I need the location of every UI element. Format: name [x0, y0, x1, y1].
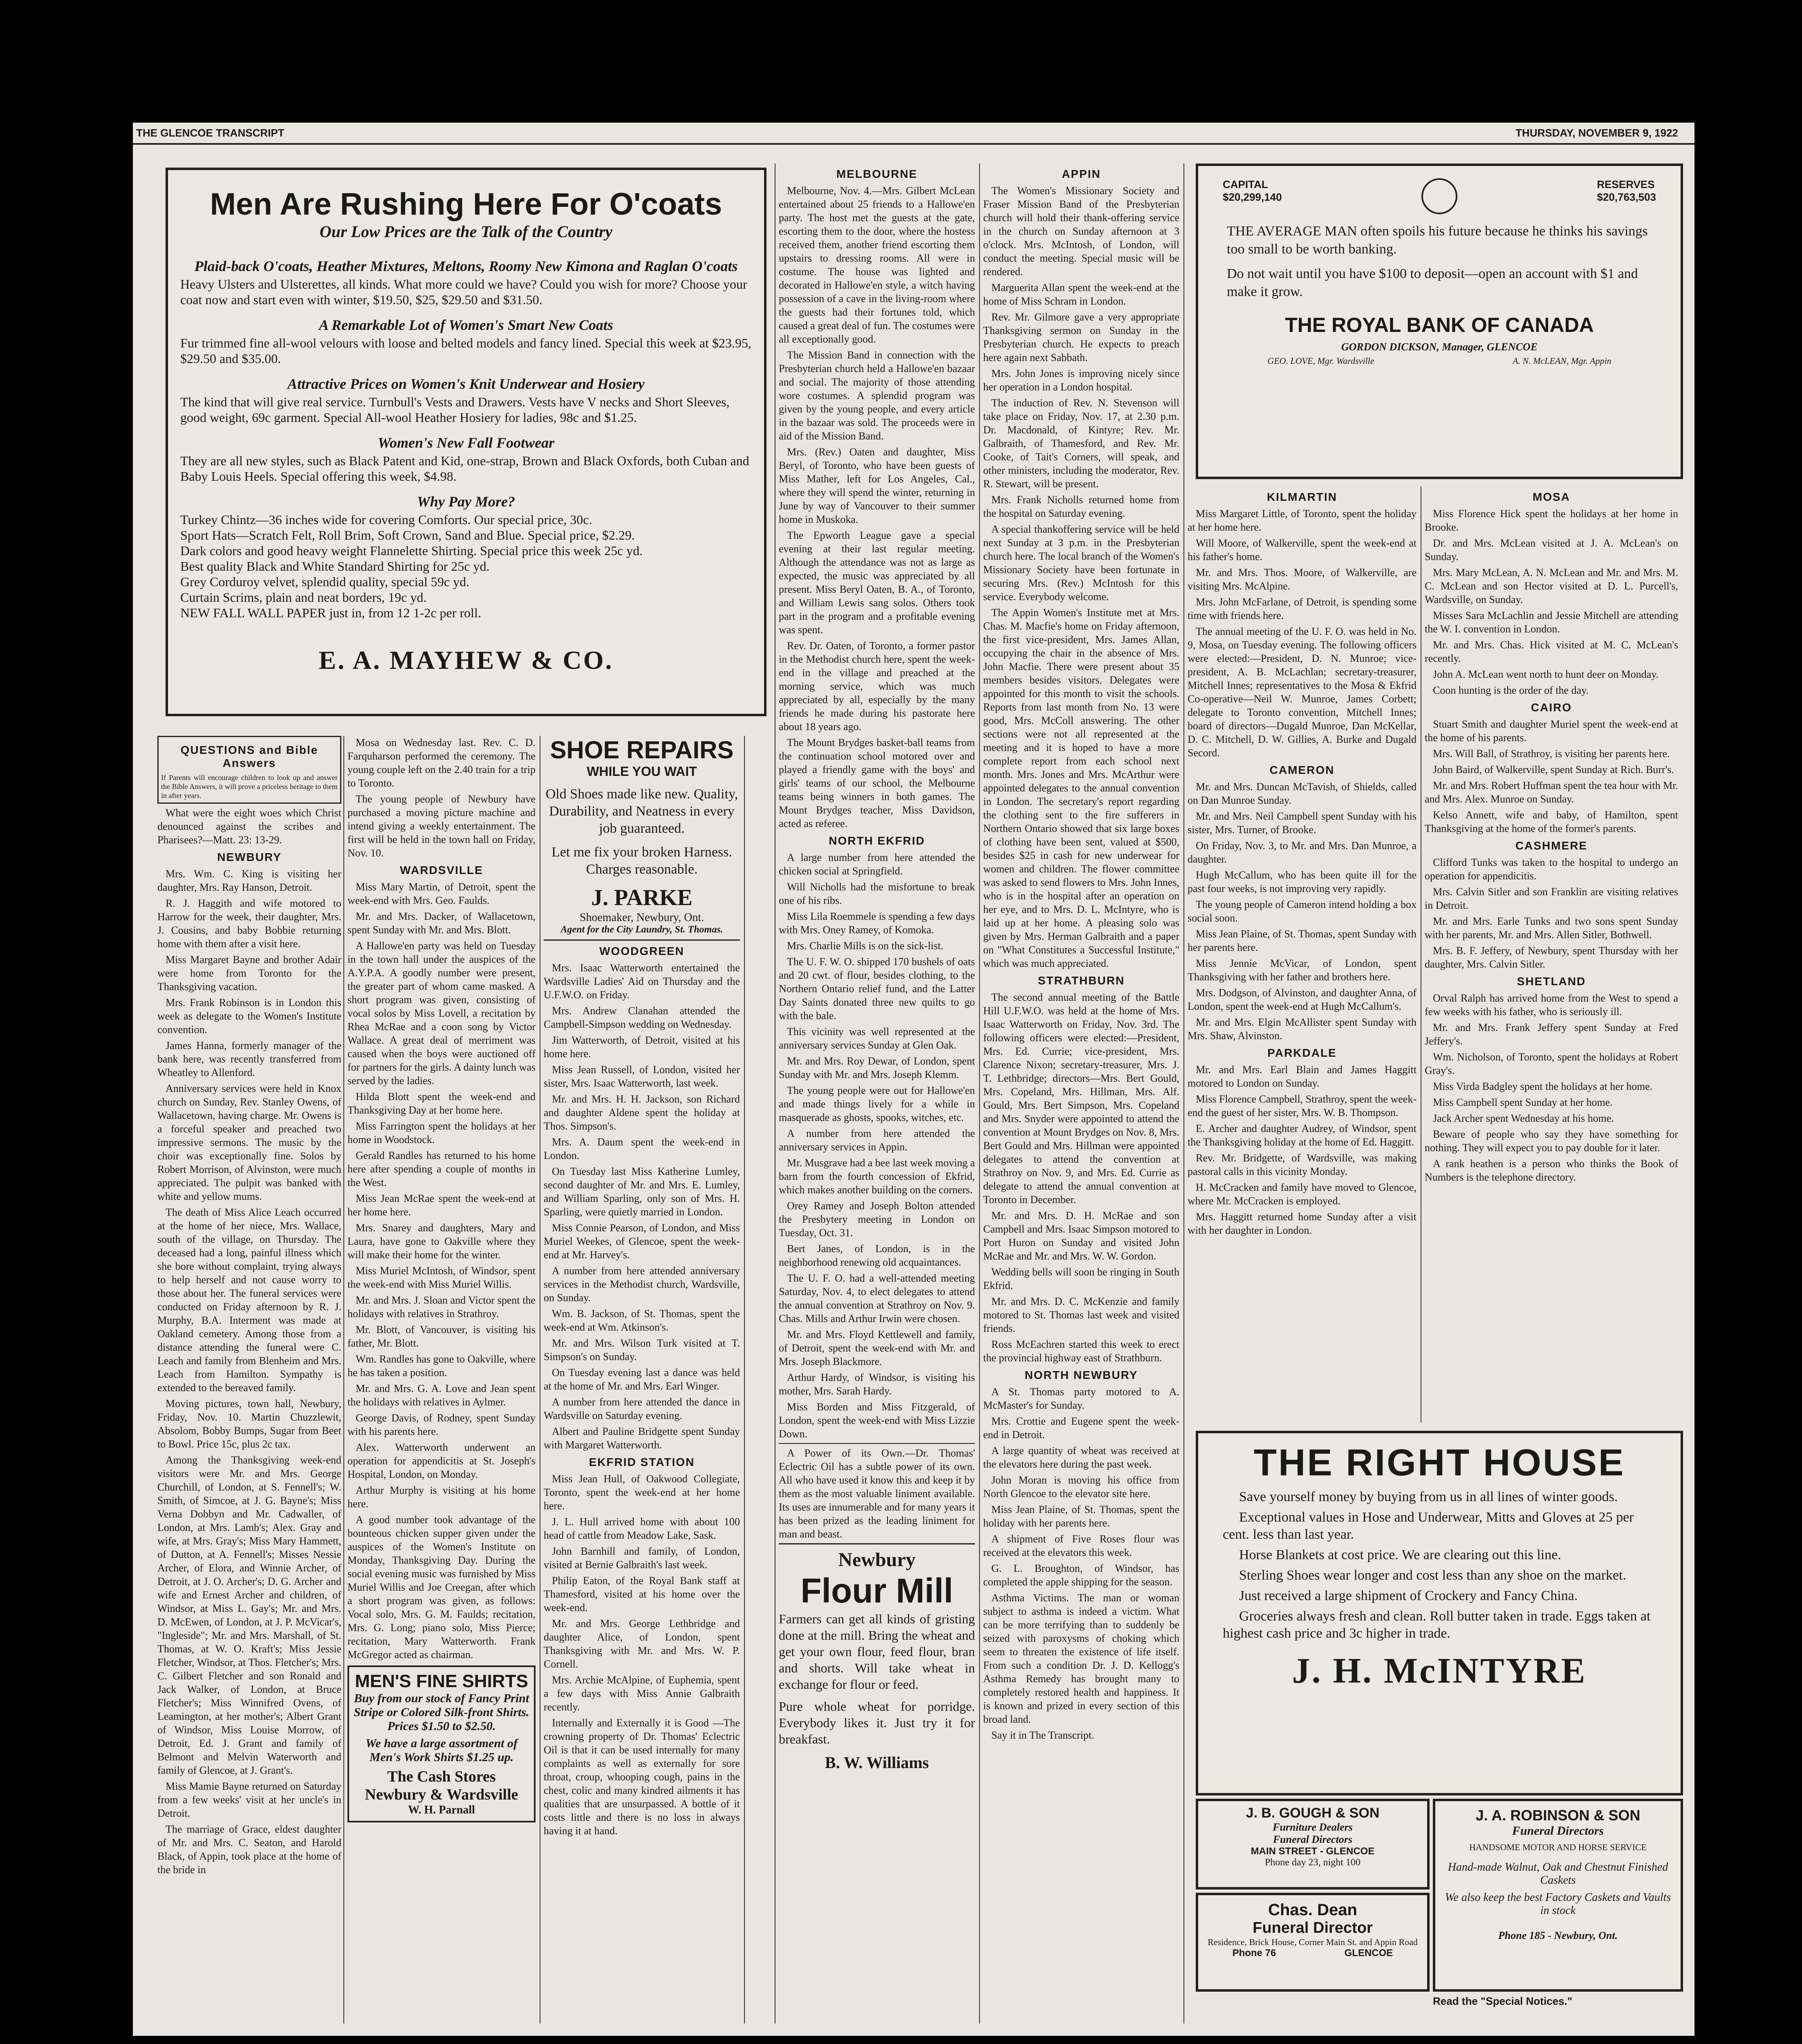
- news-item: The Epworth League gave a special evening at their last regular meeting. Although the attendance was not as large as expected, the music was appreciated by all present. Miss Beryl Oaten, B. A., of Toronto, and William Lewis sang solos. Others took part in the program and a profitable evening was spent.: [779, 529, 975, 636]
- news-item: G. L. Broughton, of Windsor, has completed the apple shipping for the season.: [983, 1562, 1179, 1588]
- cameron-items: [1188, 780, 1416, 1042]
- news-item: Mr. and Mrs. Wilson Turk visited at T. Simpson's on Sunday.: [544, 1337, 740, 1363]
- news-item: R. J. Haggith and wife motored to Harrow for the week, their daughter, Mrs. J. Cousins, and baby Bobbie returning home with them after a visit here.: [157, 897, 341, 950]
- news-item: Rev. Mr. Bridgette, of Wardsville, was making pastoral calls in this vicinity Monday.: [1188, 1152, 1416, 1177]
- news-item: Mrs. Wm. C. King is visiting her daughter, Mrs. Ray Hanson, Detroit.: [157, 868, 341, 893]
- news-item: Miss Mamie Bayne returned on Saturday from a few weeks' visit at her uncle's in Detroit.: [157, 1780, 341, 1819]
- column-rule: [343, 736, 344, 2024]
- news-item: Mr. and Mrs. J. Sloan and Victor spent the holidays with relatives in Strathroy.: [347, 1294, 536, 1320]
- news-item: The Appin Women's Institute met at Mrs. Chas. M. Macfie's home on Friday afternoon, the first vice-president, Mrs. James Allan, occupying the chair in the absence of Mrs. John Macfie. There were present about 35 members besides visitors. Delegates were appointed for this month to visit the schools. Reports from last month from No. 13 were good, Mrs. McColl answering. The other sections were not all represented at the meeting and it is hoped to have a more complete report from each school next month. Mrs. Jones and Mrs. McArthur were appointed delegates to the annual convention in London. The secretary's report regarding the clothing sent to the fire sufferers in Northern Ontario showed that six large boxes of clothing have been sent, valued at $500, besides $25 in cash for new underwear for women and children. The flower committee was asked to send flowers to Mrs. John Innes, who is in the hospital after an operation on her eye, and to Mrs. D. L. McIntyre, who is laid up at her home. A pleasing solo was given by Mrs. Herman Galbraith and a paper on "What Constitutes a Successful Institute," which was much appreciated.: [983, 607, 1179, 969]
- news-item: E. Archer and daughter Audrey, of Windsor, spent the Thanksgiving holiday at the home of Ed. Haggitt.: [1188, 1123, 1416, 1148]
- news-item: Mr. and Mrs. H. H. Jackson, son Richard and daughter Aldene spent the holiday at Thos. Simpson's.: [544, 1093, 740, 1132]
- news-item: The young people of Newbury have purchased a moving picture machine and intend giving a weekly entertainment. The first will be held in the town hall on Friday, Nov. 10.: [347, 793, 536, 859]
- shirts-ad: [347, 1665, 536, 1822]
- wardsville-heading: WARDSVILLE: [400, 864, 483, 876]
- news-item: Dr. and Mrs. McLean visited at J. A. McLean's on Sunday.: [1425, 537, 1678, 563]
- mill-owner: B. W. Williams: [825, 1753, 929, 1772]
- bank-manager: GORDON DICKSON, Manager, GLENCOE: [1341, 341, 1538, 353]
- news-item: George Davis, of Rodney, spent Sunday with his parents here.: [347, 1412, 536, 1437]
- north-newbury-items: [983, 1385, 1179, 1742]
- news-item: Mrs. Mary McLean, A. N. McLean and Mr. and Mrs. M. C. McLean and son Hector visited at D. L. Purcell's, Wardsville, on Sunday.: [1425, 567, 1678, 605]
- reserves-value: $20,763,503: [1597, 191, 1656, 203]
- shoe-body: Old Shoes made like new. Quality, Durability, and Neatness in every job guaranteed.: [545, 787, 738, 836]
- right-house-line: Save yourself money by buying from us in all lines of winter goods.: [1239, 1489, 1618, 1504]
- news-item: Mr. Musgrave had a bee last week moving a barn from the fourth concession of Ekfrid, which makes another building on the corners.: [779, 1157, 975, 1196]
- news-item: Mr. and Mrs. Thos. Moore, of Walkerville, are visiting Mrs. McAlpine.: [1188, 567, 1416, 592]
- mayhew-price-line: Dark colors and good heavy weight Flannelette Shirting. Special price this week 25c yd.: [180, 543, 643, 558]
- gough-line: Phone day 23, night 100: [1265, 1857, 1360, 1868]
- north-ekfrid-heading: NORTH EKFRID: [829, 834, 925, 847]
- news-item: Miss Muriel McIntosh, of Windsor, spent the week-end with Miss Muriel Willis.: [347, 1265, 536, 1290]
- column-4: [779, 164, 975, 2024]
- issue-date: THURSDAY, NOVEMBER 9, 1922: [1515, 127, 1678, 139]
- shirts-owner: W. H. Parnall: [408, 1804, 475, 1816]
- news-item: Beware of people who say they have something for nothing. They will expect you to pay double for it later.: [1425, 1128, 1678, 1154]
- news-item: Mrs. John Jones is improving nicely since her operation in a London hospital.: [983, 368, 1179, 393]
- news-item: A large quantity of wheat was received at the elevators here during the past week.: [983, 1445, 1179, 1470]
- news-item: Will Nicholls had the misfortune to break one of his ribs.: [779, 881, 975, 906]
- news-item: John Barnhill and family, of London, visited at Bernie Galbraith's last week.: [544, 1545, 740, 1571]
- news-item: Rev. Mr. Gilmore gave a very appropriate Thanksgiving sermon on Sunday in the Presbyterian church. He expects to preach here again next Sabbath.: [983, 311, 1179, 363]
- bank-name: THE ROYAL BANK OF CANADA: [1285, 314, 1594, 336]
- news-item: Anniversary services were held in Knox church on Sunday, Rev. Stanley Owens, of Wallacetown, having charge. Mr. Owens is a forceful speaker and preached two impressive sermons. The music by the choir was exceptionally fine. Solos by Robert Morrison, of Alvinston, were much appreciated. The pulpit was banked with white and yellow mums.: [157, 1083, 341, 1202]
- north-newbury-heading: NORTH NEWBURY: [1024, 1369, 1138, 1381]
- news-item: Miss Florence Campbell, Strathroy, spent the week-end the guest of her sister, Mrs. W. B. Thompson.: [1188, 1093, 1416, 1118]
- mayhew-price-line: NEW FALL WALL PAPER just in, from 12 1-2c per roll.: [180, 605, 481, 620]
- news-item: Mrs. Isaac Watterworth entertained the Wardsville Ladies' Aid on Thursday and the U.F.W.O. on Friday.: [544, 962, 740, 1001]
- news-item: Miss Mary Martin, of Detroit, spent the week-end with Mrs. Geo. Faulds.: [347, 881, 536, 906]
- news-item: Wm. B. Jackson, of St. Thomas, spent the week-end at Wm. Atkinson's.: [544, 1308, 740, 1333]
- ekfrid-station-items: [544, 1472, 740, 1838]
- news-item: The U. F. O. had a well-attended meeting Saturday, Nov. 4, to elect delegates to attend the annual convention at Strathroy on Nov. 9. Chas. Mills and Arthur Irwin were chosen.: [779, 1272, 975, 1325]
- right-house-title: THE RIGHT HOUSE: [1253, 1442, 1625, 1484]
- melbourne-heading: MELBOURNE: [836, 168, 918, 180]
- mayhew-firm: E. A. MAYHEW & CO.: [318, 645, 614, 675]
- mayhew-section-head: Why Pay More?: [417, 493, 515, 510]
- robinson-ad: [1433, 1799, 1683, 1992]
- capital-label: CAPITAL: [1223, 178, 1268, 191]
- news-item: Miss Margaret Little, of Toronto, spent the holiday at her home here.: [1188, 508, 1416, 533]
- news-item: Miss Jean McRae spent the week-end at her home here.: [347, 1192, 536, 1218]
- news-item: Mrs. Archie McAlpine, of Euphemia, spent a few days with Miss Annie Galbraith recently.: [544, 1674, 740, 1713]
- news-item: Miss Margaret Bayne and brother Adair were home from Toronto for the Thanksgiving vacation.: [157, 954, 341, 993]
- news-item: John Baird, of Walkerville, spent Sunday at Rich. Burr's.: [1433, 764, 1674, 775]
- news-item: Mr. and Mrs. Earle Tunks and two sons spent Sunday with her parents, Mr. and Mrs. Allen Sitler, Bothwell.: [1425, 915, 1678, 941]
- news-item: Orval Ralph has arrived home from the West to spend a few weeks with his father, who is seriously ill.: [1425, 992, 1678, 1018]
- news-item: Asthma Victims. The man or woman subject to asthma is indeed a victim. What can be more terrifying than to suddenly be seized with paroxysms of choking which seem to threaten the existence of life itself. From such a condition Dr. J. D. Kellogg's Asthma Remedy has brought many to completely restored health and happiness. It is known and prized in every section of this broad land.: [983, 1592, 1179, 1725]
- news-item: Misses Sara McLachlin and Jessie Mitchell are attending the W. I. convention in London.: [1425, 610, 1678, 635]
- news-item: Bert Janes, of London, is in the neighborhood renewing old acquaintances.: [779, 1243, 975, 1268]
- news-item: Mr. and Mrs. D. H. McRae and son Campbell and Mrs. Isaac Simpson motored to Port Huron on Sunday and visited John McRae and Mr. and Mrs. W. W. Gordon.: [983, 1210, 1179, 1262]
- news-item: Miss Jean Hull, of Oakwood Collegiate, Toronto, spent the week-end at her home here.: [544, 1473, 740, 1512]
- shirts-towns: Newbury & Wardsville: [365, 1786, 518, 1803]
- news-item: Mr. and Mrs. Floyd Kettlewell and family, of Detroit, spent the week-end with Mr. and Mrs. Joseph Blackmore.: [779, 1329, 975, 1367]
- news-item: The young people of Cameron intend holding a box social soon.: [1188, 899, 1416, 924]
- column-rule: [1183, 164, 1184, 2024]
- mayhew-section-head: A Remarkable Lot of Women's Smart New Coats: [319, 317, 613, 333]
- bank-body-2: Do not wait until you have $100 to deposit—open an account with $1 and make it grow.: [1227, 266, 1638, 299]
- right-house-line: Sterling Shoes wear longer and cost less than any shoe on the market.: [1239, 1568, 1627, 1583]
- bank-manager-appin: A. N. McLEAN, Mgr. Appin: [1513, 356, 1611, 366]
- shoe-ad: [544, 736, 740, 941]
- news-item: Mr. and Mrs. Elgin McAllister spent Sunday with Mrs. Shaw, Alvinston.: [1188, 1016, 1416, 1042]
- masthead-rule: [133, 143, 1694, 145]
- dean-town: GLENCOE: [1344, 1948, 1393, 1959]
- mayhew-price-line: Grey Corduroy velvet, splendid quality, special 59c yd.: [180, 574, 470, 589]
- news-item: Stuart Smith and daughter Muriel spent the week-end at the home of his parents.: [1425, 718, 1678, 744]
- robinson-line: Hand-made Walnut, Oak and Chestnut Finished Caskets: [1448, 1861, 1668, 1887]
- cashmere-heading: CASHMERE: [1515, 839, 1588, 852]
- robinson-line: We also keep the best Factory Caskets and Vaults in stock: [1445, 1891, 1671, 1917]
- news-item: Mrs. Crottie and Eugene spent the week-end in Detroit.: [983, 1415, 1179, 1441]
- mayhew-section-text: They are all new styles, such as Black Patent and Kid, one-strap, Brown and Black Oxfords, both Cuban and Baby Louis Heels. Special offering this week, $4.98.: [180, 453, 749, 484]
- news-item: Among the Thanksgiving week-end visitors were Mr. and Mrs. George Churchill, of London, at S. Fennell's; W. Smith, of Simcoe, at J. G. Bayne's; Miss Verna Dobbyn and Mr. Cadwaller, of London, at Mrs. Lamb's; Alex. Gray and wife, at Mrs. Gray's; Miss Mary Hammett, of Dutton, at A. Fennell's; Misses Nessie Archer, of Elora, and Winnie Archer, of Detroit, at J. O. Archer's; D. G. Archer and wife and Ernest Archer and children, of Windsor, at Miss L. Gay's; Mr. and Mrs. D. McEwen, of London, at J. P. McVicar's, "Ingleside"; Mr. and Mrs. Marshall, of St. Thomas, at W. O. Kraft's; Miss Jessie Fletcher, Windsor, at Thos. Fletcher's; Mrs. C. Gilbert Fletcher and son Ronald and Jack Walker, of London, at Bruce Fletcher's; Miss Winnifred Ovens, of Leamington, at her mother's; Albert Grant of Windsor, Miss Louise Morrow, of Detroit, Ed. J. Grant and family of Belmont and Melvin Waterworth and family of Glencoe, at J. Grant's.: [157, 1454, 341, 1776]
- shoe-sub: WHILE YOU WAIT: [587, 764, 697, 779]
- shoe-body-2: Let me fix your broken Harness. Charges reasonable.: [551, 845, 732, 877]
- mosa-heading: MOSA: [1533, 491, 1570, 503]
- right-house-line: Just received a large shipment of Crockery and Fancy China.: [1239, 1588, 1578, 1603]
- news-item: Miss Borden and Miss Fitzgerald, of London, spent the week-end with Miss Lizzie Down.: [779, 1401, 975, 1440]
- news-item: Jim Watterworth, of Detroit, visited at his home here.: [544, 1034, 740, 1060]
- news-item: The U. F. W. O. shipped 170 bushels of oats and 20 cwt. of flour, besides clothing, to the Northern Ontario relief fund, and the Latter Day Saints donated three new quilts to go with the bale.: [779, 956, 975, 1022]
- news-item: The Women's Missionary Society and Fraser Mission Band of the Presbyterian church will hold their thank-offering service in the church on Sunday afternoon at 3 o'clock. Mrs. McIntosh, of London, will conduct the meeting. Special music will be rendered.: [983, 185, 1179, 278]
- cairo-items: [1425, 717, 1678, 835]
- news-item: Kelso Annett, wife and baby, of Hamilton, spent Thanksgiving at the home of the former's parents.: [1425, 809, 1678, 834]
- news-item: A number from here attended the anniversary services in Appin.: [779, 1127, 975, 1153]
- news-item: Mr. and Mrs. D. C. McKenzie and family motored to St. Thomas last week and visited friends.: [983, 1295, 1179, 1334]
- mayhew-price-line: Best quality Black and White Standard Shirting for 25c yd.: [180, 559, 490, 574]
- news-item: On Tuesday evening last a dance was held at the home of Mr. and Mrs. Earl Winger.: [544, 1367, 740, 1392]
- gough-title: J. B. GOUGH & SON: [1246, 1805, 1380, 1821]
- cairo-heading: CAIRO: [1531, 701, 1572, 714]
- questions-box: [157, 736, 341, 804]
- news-item: Say it in The Transcript.: [991, 1729, 1094, 1741]
- parkdale-heading: PARKDALE: [1267, 1047, 1337, 1059]
- news-item: Mr. and Mrs. Earl Blain and James Haggitt motored to London on Sunday.: [1188, 1064, 1416, 1089]
- questions-title: QUESTIONS and Bible Answers: [180, 744, 318, 769]
- ekfrid-station-heading: EKFRID STATION: [589, 1456, 695, 1468]
- news-item: J. L. Hull arrived home with about 100 head of cattle from Meadow Lake, Sask.: [544, 1516, 740, 1541]
- news-item: Miss Lila Roemmele is spending a few days with Mrs. Oney Ramey, of Komoka.: [779, 910, 975, 936]
- news-item: Miss Jean Russell, of London, visited her sister, Mrs. Isaac Watterworth, last week.: [544, 1064, 740, 1089]
- news-item: Arthur Hardy, of Windsor, is visiting his mother, Mrs. Sarah Hardy.: [779, 1372, 975, 1397]
- parkdale-items: [1188, 1063, 1416, 1237]
- reserves-label: RESERVES: [1597, 178, 1655, 191]
- news-item: Miss Connie Pearson, of London, and Miss Muriel Weekes, of Glencoe, spent the week-end at Mr. Harvey's.: [544, 1222, 740, 1261]
- news-item: James Hanna, formerly manager of the bank here, was recently transferred from Wheatley to Allenford.: [157, 1040, 341, 1078]
- shirts-body-2: We have a large assortment of Men's Work Shirts $1.25 up.: [365, 1737, 518, 1764]
- right-house-line: Exceptional values in Hose and Underwear, Mitts and Gloves at 25 per cent. less than last year.: [1223, 1510, 1634, 1542]
- news-item: Mr. and Mrs. Neil Campbell spent Sunday with his sister, Mrs. Turner, of Brooke.: [1188, 810, 1416, 836]
- strathburn-items: [983, 991, 1179, 1365]
- eclectric-oil-notice: A Power of its Own.—Dr. Thomas' Eclectric Oil has a subtle power of its own. All who have used it know this and keep it by them as the most valuable liniment available. Its uses are innumerable and for many years it has been prized as the leading liniment for man and beast.: [779, 1443, 975, 1541]
- mayhew-subtitle: Our Low Prices are the Talk of the Country: [319, 222, 613, 241]
- news-item: Mrs. Andrew Clanahan attended the Campbell-Simpson wedding on Wednesday.: [544, 1005, 740, 1030]
- shirts-store: The Cash Stores: [387, 1768, 496, 1785]
- mill-body: Farmers can get all kinds of gristing done at the mill. Bring the wheat and get your own flour, feed flour, bran and shorts. Will take wheat in exchange for flour or feed.: [779, 1611, 975, 1692]
- news-item: The death of Miss Alice Leach occurred at the home of her niece, Mrs. Wallace, south of the village, on Thursday. The deceased had a long, painful illness which she bore without complaint, trying always to help herself and not cause worry to those about her. The funeral services were conducted on Friday afternoon by R. J. Murphy, B.A. Interment was made at Oakland cemetery. Among those from a distance attending the funeral were C. Leach and family from Blenheim and Mrs. Leach from Hamilton. Sympathy is extended to the bereaved family.: [157, 1206, 341, 1394]
- news-item: This vicinity was well represented at the anniversary services Sunday at Glen Oak.: [779, 1026, 975, 1051]
- news-item: The induction of Rev. N. Stevenson will take place on Friday, Nov. 17, at 2.30 p.m. Dr. Macdonald, of Kintyre; Rev. Mr. Galbraith, of Thamesford, and Rev. Mr. Cooke, of Tait's Corners, will speak, and other ministers, including the moderator, Rev. R. Stewart, will be present.: [983, 397, 1179, 490]
- column-rule: [979, 164, 980, 2024]
- news-item: Alex. Watterworth underwent an operation for appendicitis at St. Joseph's Hospital, London, on Monday.: [347, 1441, 536, 1480]
- strathburn-heading: STRATHBURN: [1038, 974, 1125, 987]
- shoe-name: J. PARKE: [591, 885, 693, 910]
- col2-top-items: [347, 736, 536, 860]
- bank-crest-icon: [1421, 178, 1457, 214]
- newspaper-page: [133, 123, 1694, 2036]
- cashmere-items: [1425, 856, 1678, 971]
- dean-ad: [1196, 1893, 1430, 1992]
- news-item: Mrs. Haggitt returned home Sunday after a visit with her daughter in London.: [1188, 1211, 1416, 1236]
- robinson-line: Funeral Directors: [1512, 1824, 1604, 1838]
- wardsville-items: [347, 880, 536, 1661]
- news-item: Mrs. Frank Robinson is in London this week as delegate to the Women's Institute convention.: [157, 997, 341, 1035]
- news-item: Mr. and Mrs. Chas. Hick visited at M. C. McLean's recently.: [1425, 639, 1678, 664]
- appin-items: [983, 184, 1179, 970]
- news-item: Rev. Dr. Oaten, of Toronto, a former pastor in the Methodist church here, spent the week-end in the village and preached at the morning service, which was much appreciated by all, especially by the many friends he made during his pastorate here about 18 years ago.: [779, 640, 975, 733]
- news-item: Miss Virda Badgley spent the holidays at her home.: [1433, 1080, 1653, 1092]
- questions-question: What were the eight woes which Christ denounced against the scribes and Pharisees?—Matt. 23: 13-29.: [157, 807, 341, 846]
- dean-title: Chas. Dean: [1268, 1901, 1357, 1919]
- news-item: A large number from here attended the chicken social at Springfield.: [779, 852, 975, 877]
- shoe-agent: Agent for the City Laundry, St. Thomas.: [560, 924, 723, 935]
- column-6: [1188, 486, 1416, 1423]
- news-item: H. McCracken and family have moved to Glencoe, where Mr. McCracken is employed.: [1188, 1181, 1416, 1207]
- news-item: Mrs. Charlie Mills is on the sick-list.: [787, 940, 944, 952]
- news-item: Miss Farrington spent the holidays at her home in Woodstock.: [347, 1120, 536, 1145]
- news-item: Mrs. Calvin Sitler and son Franklin are visiting relatives in Detroit.: [1425, 886, 1678, 911]
- news-item: A good number took advantage of the bounteous chicken supper given under the auspices of the Women's Institute on Monday, Thanksgiving Day. During the social evening music was furnished by Miss Muriel Willis and Joe Creegan, after which a short program was given, as follows: Vocal solo, Mrs. G. M. Faulds; recitation, Mrs. G. Long; piano solo, Miss Pierce; recitation, Mary Watterworth. Frank McGregor acted as chairman.: [347, 1514, 536, 1661]
- masthead: [133, 123, 1694, 143]
- news-item: A special thankoffering service will be held next Sunday at 3 p.m. in the Presbyterian church here. The local branch of the Women's Missionary Society have been fortunate in securing Mrs. (Rev.) McIntosh for this service. Everybody welcome.: [983, 523, 1179, 603]
- mayhew-price-line: Curtain Scrims, plain and neat borders, 19c yd.: [180, 590, 427, 605]
- column-3: [544, 736, 740, 2024]
- news-item: Hugh McCallum, who has been quite ill for the past four weeks, is not improving very rapidly.: [1188, 869, 1416, 894]
- shetland-items: [1425, 991, 1678, 1184]
- news-item: On Tuesday last Miss Katherine Lumley, second daughter of Mr. and Mrs. E. Lumley, and William Sparling, only son of Mrs. H. Sparling, were quietly married in London.: [544, 1165, 740, 1218]
- paper-name: THE GLENCOE TRANSCRIPT: [136, 127, 285, 139]
- news-item: Mr. and Mrs. Duncan McTavish, of Shields, called on Dan Munroe Sunday.: [1188, 781, 1416, 806]
- news-item: Miss Jean Plaine, of St. Thomas, spent Sunday with her parents here.: [1188, 928, 1416, 953]
- news-item: Mr. and Mrs. Roy Dewar, of London, spent Sunday with Mr. and Mrs. Joseph Klemm.: [779, 1055, 975, 1080]
- mill-title: Flour Mill: [800, 1571, 953, 1610]
- right-house-owner: J. H. McINTYRE: [1292, 1651, 1587, 1691]
- mill-body-2: Pure whole wheat for porridge. Everybody likes it. Just try it for breakfast.: [779, 1699, 975, 1746]
- column-5: [983, 164, 1179, 2024]
- news-item: Will Moore, of Walkerville, spent the week-end at his father's home.: [1188, 537, 1416, 563]
- dean-line: Residence, Brick House, Corner Main St. and Appin Road: [1208, 1937, 1418, 1947]
- news-item: Moving pictures, town hall, Newbury, Friday, Nov. 10. Martin Chuzzlewit, Absolom, Bobby Bumps, Sugar from Beet to Bowl. Price 15c, plus 2c tax.: [157, 1398, 341, 1450]
- news-item: Philip Eaton, of the Royal Bank staff at Thamesford, visited at his home over the week-end.: [544, 1575, 740, 1614]
- mayhew-ad: [166, 168, 767, 716]
- mayhew-price-line: Turkey Chintz—36 inches wide for covering Comforts. Our special price, 30c.: [180, 512, 592, 527]
- mayhew-section-head: Attractive Prices on Women's Knit Underwear and Hosiery: [287, 376, 645, 392]
- news-item: A shipment of Five Roses flour was received at the elevators this week.: [983, 1533, 1179, 1558]
- news-item: The Mission Band in connection with the Presbyterian church held a Hallowe'en bazaar and social. The majority of those attending wore costumes. A splendid program was given by the young people, and every article in the bazaar was sold. The proceeds were in aid of the Mission Band.: [779, 349, 975, 442]
- robinson-line: Phone 185 - Newbury, Ont.: [1498, 1930, 1618, 1941]
- news-item: Gerald Randles has returned to his home here after spending a couple of months in the West.: [347, 1150, 536, 1188]
- kilmartin-items: [1188, 507, 1416, 760]
- news-item: Mr. and Mrs. George Lethbridge and daughter Alice, of London, spent Thanksgiving with Mr. and Mrs. W. P. Cornell.: [544, 1618, 740, 1670]
- mayhew-section-text: Fur trimmed fine all-wool velours with loose and belted models and fancy lined. Special this week at $23.95, $29.50 and $35.00.: [180, 336, 752, 366]
- news-item: Mr. and Mrs. Frank Jeffery spent Sunday at Fred Jeffery's.: [1425, 1022, 1678, 1047]
- news-item: The young people were out for Hallowe'en and made things lively for a while in masquerade as ghosts, spooks, witches, etc.: [779, 1085, 975, 1123]
- robinson-title: J. A. ROBINSON & SON: [1475, 1807, 1641, 1824]
- column-rule: [744, 736, 745, 2024]
- dean-line: Funeral Director: [1253, 1919, 1373, 1936]
- gough-line: MAIN STREET - GLENCOE: [1251, 1846, 1375, 1857]
- news-item: Coon hunting is the order of the day.: [1433, 684, 1589, 696]
- news-item: A number from here attended anniversary services in the Methodist church, Wardsville, on Sunday.: [544, 1265, 740, 1304]
- shoe-title: SHOE REPAIRS: [550, 736, 734, 764]
- news-item: Clifford Tunks was taken to the hospital to undergo an operation for appendicitis.: [1425, 856, 1678, 882]
- news-item: John Moran is moving his office from North Glencoe to the elevator site here.: [983, 1474, 1179, 1499]
- column-1: [157, 736, 341, 2024]
- news-item: Mr. and Mrs. G. A. Love and Jean spent the holidays with relatives in Aylmer.: [347, 1383, 536, 1408]
- mayhew-section-text: The kind that will give real service. Turnbull's Vests and Drawers. Vests have V necks and Short Sleeves, good weight, 69c garment. Special All-wool Heather Hosiery for ladies, 98c and $1.25.: [180, 394, 730, 425]
- kilmartin-heading: KILMARTIN: [1267, 491, 1337, 503]
- news-item: Melbourne, Nov. 4.—Mrs. Gilbert McLean entertained about 25 friends to a Hallowe'en party. The host met the guests at the gate, escorting them to the door, where the hostess received them, another friend escorting them upstairs to dressing rooms. All were in costume. The house was lighted and decorated in Hallowe'en style, a witch having possession of a cave in the living-room where the guests had their fortunes told, which caused a great deal of fun. The costumes were all exceptionally good.: [779, 185, 975, 345]
- news-item: The marriage of Grace, eldest daughter of Mr. and Mrs. C. Seaton, and Harold Black, of Appin, took place at the home of the bride in: [157, 1823, 341, 1876]
- right-house-ad: [1196, 1431, 1683, 1795]
- capital-value: $20,299,140: [1223, 191, 1282, 203]
- royal-bank-ad: [1196, 164, 1683, 479]
- mayhew-section-head: Plaid-back O'coats, Heather Mixtures, Meltons, Roomy New Kimona and Raglan O'coats: [194, 258, 738, 274]
- news-item: Arthur Murphy is visiting at his home here.: [347, 1484, 536, 1510]
- news-item: Wm. Randles has gone to Oakville, where he has taken a position.: [347, 1353, 536, 1378]
- news-item: Miss Jennie McVicar, of London, spent Thanksgiving with her father and brothers here.: [1188, 957, 1416, 983]
- gough-line: Funeral Directors: [1273, 1833, 1353, 1845]
- bank-manager-wardsville: GEO. LOVE, Mgr. Wardsville: [1267, 356, 1374, 366]
- news-item: Miss Florence Hick spent the holidays at her home in Brooke.: [1425, 508, 1678, 533]
- news-item: Mrs. B. F. Jeffery, of Newbury, spent Thursday with her daughter, Mrs. Calvin Sitler.: [1425, 945, 1678, 970]
- appin-heading: APPIN: [1062, 168, 1101, 180]
- news-item: Marguerita Allan spent the week-end at the home of Miss Schram in London.: [983, 282, 1179, 307]
- right-house-line: Horse Blankets at cost price. We are clearing out this line.: [1239, 1547, 1561, 1562]
- mayhew-price-line: Sport Hats—Scratch Felt, Roll Brim, Soft Crown, Sand and Blue. Special price, $2.29.: [180, 528, 635, 542]
- mosa-items: [1425, 507, 1678, 697]
- woodgreen-heading: WOODGREEN: [599, 945, 684, 957]
- mill-town: Newbury: [838, 1549, 916, 1571]
- news-item: A rank heathen is a person who thinks the Book of Numbers is the telephone directory.: [1425, 1158, 1678, 1183]
- robinson-line: HANDSOME MOTOR AND HORSE SERVICE: [1469, 1842, 1647, 1852]
- north-ekfrid-items: [779, 851, 975, 1441]
- news-item: Ross McEachren started this week to erect the provincial highway east of Strathburn.: [983, 1338, 1179, 1364]
- gough-line: Furniture Dealers: [1273, 1821, 1353, 1833]
- news-item: Mrs. Snarey and daughters, Mary and Laura, have gone to Oakville where they will make their home for the winter.: [347, 1222, 536, 1261]
- news-item: Mrs. John McFarlane, of Detroit, is spending some time with friends here.: [1188, 596, 1416, 621]
- mayhew-section-text: Heavy Ulsters and Ulsterettes, all kinds. What more could we have? Could you wish for more? Choose your coat now and start even with winter, $19.50, $25, $29.50 and $31.50.: [180, 277, 747, 307]
- news-item: A Hallowe'en party was held on Tuesday in the town hall under the auspices of the A.Y.P.A. A goodly number were present, the greater part of whom came masked. A short program was given, consisting of vocal solos by Miss Lovell, a recitation by Rhea McRae and a coon song by Victor Wallace. A great deal of merriment was caused when the boys were auctioned off for partners for the girls. A dainty lunch was served by the ladies.: [347, 940, 536, 1087]
- shirts-title: MEN'S FINE SHIRTS: [355, 1671, 528, 1691]
- flour-mill-ad: [779, 1543, 975, 1772]
- news-item: The Mount Brydges basket-ball teams from the continuation school motored over and played a friendly game with the boys' and girls' teams of our school, the Melbourne teams being winners in both games. The Mount Brydges teacher, Miss Davidson, acted as referee.: [779, 737, 975, 829]
- news-item: On Friday, Nov. 3, to Mr. and Mrs. Dan Munroe, a daughter.: [1188, 840, 1416, 865]
- news-item: Mrs. (Rev.) Oaten and daughter, Miss Beryl, of Toronto, who have been guests of Miss Mather, left for Los Angeles, Cal., where they will spend the winter, returning in June by way of Vancouver to their summer home in Muskoka.: [779, 446, 975, 525]
- questions-note: If Parents will encourage children to look up and answer the Bible Answers, it will prove a priceless heritage to them in after years.: [161, 773, 338, 800]
- shirts-body: Buy from our stock of Fancy Print Stripe or Colored Silk-front Shirts. Prices $1.50 to $2.50.: [354, 1692, 529, 1733]
- newbury-items: [157, 867, 341, 1876]
- news-item: Wedding bells will soon be ringing in South Ekfrid.: [983, 1266, 1179, 1291]
- news-item: Albert and Pauline Bridgette spent Sunday with Margaret Watterworth.: [544, 1425, 740, 1451]
- shoe-role: Shoemaker, Newbury, Ont.: [579, 911, 704, 924]
- news-item: Mrs. Frank Nicholls returned home from the hospital on Saturday evening.: [983, 494, 1179, 519]
- dean-phone: Phone 76: [1232, 1948, 1276, 1959]
- woodgreen-items: [544, 961, 740, 1452]
- news-item: Mrs. A. Daum spent the week-end in London.: [544, 1136, 740, 1161]
- news-item: Mr. and Mrs. Dacker, of Wallacetown, spent Sunday with Mr. and Mrs. Blott.: [347, 910, 536, 936]
- shetland-heading: SHETLAND: [1517, 975, 1586, 988]
- cameron-heading: CAMERON: [1269, 764, 1335, 776]
- newbury-heading: NEWBURY: [217, 851, 282, 863]
- news-item: The annual meeting of the U. F. O. was held in No. 9, Mosa, on Tuesday evening. The following officers were elected:—President, D. N. Munroe; vice-president, A. B. McLachlan; secretary-treasurer, Mitchell Innes; representatives to the Mosa & Ekfrid Co-operative—Neil W. Munroe, James Corbett; delegate to Toronto convention, Mitchell Innes; board of directors—Dugald Munroe, Dan McKellar, D. C. Mitchell, D. W. Gillies, A. Burke and Dugald Secord.: [1188, 625, 1416, 759]
- news-item: Wm. Nicholson, of Toronto, spent the holidays at Robert Gray's.: [1425, 1051, 1678, 1076]
- news-item: Miss Jean Plaine, of St. Thomas, spent the holiday with her parents here.: [983, 1504, 1179, 1529]
- news-item: John A. McLean went north to hunt deer on Monday.: [1433, 668, 1659, 680]
- news-item: Miss Campbell spent Sunday at her home.: [1433, 1096, 1613, 1108]
- mayhew-title: Men Are Rushing Here For O'coats: [210, 187, 722, 222]
- news-item: The second annual meeting of the Battle Hill U.F.W.O. was held at the home of Mrs. Isaac Watterworth on Friday, Nov. 3rd. The following officers were elected:—President, Mrs. Ed. Currie; vice-president, Mrs. Clarence Nixon; secretary-treasurer, Mrs. J. T. Lethbridge; directors—Mrs. Bert Gould, Mrs. Copeland, Mrs. Hillman, Mrs. Alf. Gould, Mrs. Bert Simpson, Mrs. Copeland and Mrs. Snyder were appointed to attend the convention at Mount Brydges on Nov. 8, Mrs. Bert Gould and Mrs. Hillman were appointed delegates to attend the convention at Strathroy on Nov. 9, and Mrs. Ed. Currie as delegate to attend the annual convention at Toronto in December.: [983, 991, 1179, 1206]
- news-item: Hilda Blott spent the week-end and Thanksgiving Day at her home here.: [347, 1091, 536, 1116]
- news-item: A St. Thomas party motored to A. McMaster's for Sunday.: [983, 1386, 1179, 1411]
- gough-ad: [1196, 1799, 1430, 1889]
- news-item: Mr. Blott, of Vancouver, is visiting his father, Mr. Blott.: [347, 1324, 536, 1349]
- right-house-line: Groceries always fresh and clean. Roll butter taken in trade. Eggs taken at highest cash price and 3c higher in trade.: [1223, 1609, 1651, 1641]
- news-item: Mr. and Mrs. Robert Huffman spent the tea hour with Mr. and Mrs. Alex. Munroe on Sunday.: [1425, 780, 1678, 805]
- news-item: Internally and Externally it is Good —The crowning property of Dr. Thomas' Eclectric Oil is that it can be used internally for many complaints as well as externally for sore throat, croup, whooping cough, pains in the chest, colic and many kindred ailments it has qualities that are unsurpassed. A bottle of it costs little and there is no loss in always having it at hand.: [544, 1717, 740, 1837]
- news-item: Mosa on Wednesday last. Rev. C. D. Farquharson performed the ceremony. The young couple left on the 2.40 train for a trip to Toronto.: [347, 737, 536, 789]
- special-notices-note: Read the "Special Notices.": [1433, 1995, 1573, 2007]
- bank-body: THE AVERAGE MAN often spoils his future because he thinks his savings too small to be worth banking.: [1227, 224, 1648, 257]
- column-2: [347, 736, 536, 2024]
- news-item: A number from here attended the dance in Wardsville on Saturday evening.: [544, 1396, 740, 1421]
- news-item: Mrs. Will Ball, of Strathroy, is visiting her parents here.: [1433, 748, 1670, 760]
- melbourne-items: [779, 184, 975, 830]
- news-item: Mrs. Dodgson, of Alvinston, and daughter Anna, of London, spent the week-end at Hugh McCallum's.: [1188, 987, 1416, 1012]
- mayhew-section-head: Women's New Fall Footwear: [377, 435, 555, 451]
- news-item: Orey Ramey and Joseph Bolton attended the Presbytery meeting in London on Tuesday, Oct. 31.: [779, 1200, 975, 1239]
- news-item: Jack Archer spent Wednesday at his home.: [1433, 1112, 1614, 1124]
- column-7: [1425, 486, 1678, 1423]
